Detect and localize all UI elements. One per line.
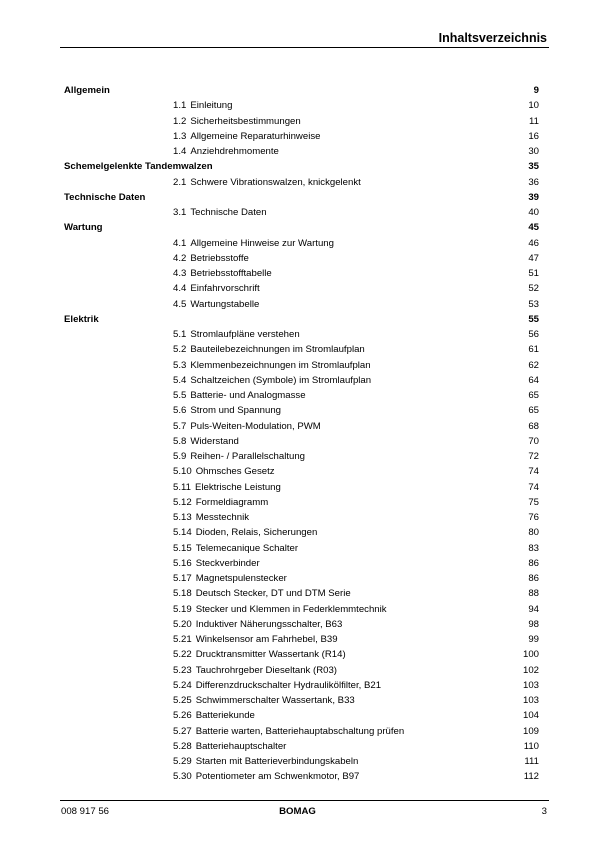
toc-entry-title: Schwere Vibrationswalzen, knickgelenkt: [190, 176, 361, 188]
toc-entry[interactable]: [64, 144, 539, 159]
toc-entry-title: Elektrische Leistung: [194, 481, 281, 493]
toc-page-number: 64: [528, 374, 539, 386]
toc-entry-number: 5.7: [173, 420, 187, 432]
toc-entry[interactable]: [64, 617, 539, 632]
toc-entry-label: [173, 647, 346, 662]
toc-entry-title: Batterie warten, Batteriehauptabschaltung prüfen: [195, 725, 405, 737]
footer-doc-number: 008 917 56: [61, 806, 110, 817]
toc-page-number: 74: [528, 481, 539, 493]
toc-entry-number: 5.12: [173, 496, 192, 508]
toc-entry[interactable]: [64, 114, 539, 129]
toc-entry-number: 5.27: [173, 725, 192, 737]
toc-entry[interactable]: [64, 449, 539, 464]
toc-entry-number: 1.4: [173, 146, 187, 157]
toc-entry-label: [173, 434, 239, 449]
toc-page-number: 39: [528, 191, 539, 203]
toc-page-number: 36: [528, 176, 539, 188]
toc-page-number: 65: [528, 405, 539, 417]
toc-entry[interactable]: [64, 769, 539, 784]
toc-entry-number: 1.1: [173, 100, 187, 112]
toc-entry-title: Deutsch Stecker, DT und DTM Serie: [195, 588, 351, 600]
toc-entry[interactable]: [64, 388, 539, 403]
toc-entry[interactable]: [64, 403, 539, 418]
toc-entry[interactable]: [64, 358, 539, 373]
toc-entry[interactable]: [64, 708, 539, 723]
toc-entry-title: Schaltzeichen (Symbole) im Stromlaufplan: [190, 374, 372, 386]
toc-entry-label: [173, 708, 255, 723]
toc-entry[interactable]: [64, 602, 539, 617]
toc-page-number: 111: [524, 756, 539, 767]
toc-entry-label: [173, 617, 342, 632]
toc-entry[interactable]: [64, 647, 539, 662]
toc-page-number: 103: [522, 679, 539, 691]
toc-entry[interactable]: [64, 739, 539, 754]
toc-entry-number: 5.9: [173, 451, 187, 462]
table-of-contents: [64, 83, 539, 785]
toc-entry[interactable]: [64, 586, 539, 601]
toc-entry-title: Batteriekunde: [195, 710, 255, 722]
toc-page-number: 102: [522, 664, 539, 676]
toc-entry-number: 4.1: [173, 237, 187, 249]
toc-entry-label: [173, 114, 301, 129]
toc-entry[interactable]: [64, 724, 539, 739]
toc-entry[interactable]: [64, 297, 539, 312]
toc-entry-label: [173, 678, 381, 693]
toc-entry-label: [173, 236, 334, 251]
toc-entry-label: [173, 419, 321, 434]
toc-entry-title: Bauteilebezeichnungen im Stromlaufplan: [190, 344, 365, 356]
toc-entry-label: [173, 358, 371, 373]
toc-entry-label: [173, 510, 249, 525]
toc-entry-number: 5.15: [173, 542, 192, 554]
toc-entry-number: 4.4: [173, 283, 187, 295]
toc-page-number: 100: [522, 649, 539, 661]
toc-entry-title: Einfahrvorschrift: [190, 283, 260, 295]
toc-entry-label: [173, 602, 387, 617]
toc-entry-label: [173, 556, 260, 571]
toc-entry-title: Klemmenbezeichnungen im Stromlaufplan: [190, 359, 371, 371]
toc-entry-number: 5.17: [173, 573, 192, 584]
toc-entry-number: 5.3: [173, 359, 187, 371]
toc-entry-number: 1.3: [173, 130, 187, 142]
toc-entry-label: [173, 98, 232, 113]
toc-entry-number: 5.21: [173, 634, 192, 645]
toc-page-number: 47: [528, 252, 539, 264]
toc-entry-number: 5.28: [173, 740, 192, 752]
toc-entry-number: 4.3: [173, 268, 187, 279]
toc-entry-title: Puls-Weiten-Modulation, PWM: [190, 420, 321, 432]
toc-entry-label: [173, 525, 317, 540]
toc-entry[interactable]: [64, 693, 539, 708]
toc-page-number: 53: [528, 298, 539, 310]
toc-entry-label: [173, 586, 351, 601]
toc-page-number: 68: [528, 420, 539, 432]
toc-page-number: 51: [528, 268, 539, 279]
toc-page-number: 80: [528, 527, 539, 539]
toc-entry-number: 5.16: [173, 557, 192, 569]
toc-entry-title: Wartungstabelle: [190, 298, 260, 310]
toc-entry-title: Stecker und Klemmen in Federklemmtechnik: [195, 603, 387, 615]
toc-entry-number: 5.18: [173, 588, 192, 600]
toc-entry-number: 5.8: [173, 435, 187, 447]
toc-chapter-title: Schemelgelenkte Tandemwalzen: [64, 161, 213, 173]
footer-rule: [60, 800, 549, 801]
toc-entry-title: Einleitung: [190, 100, 233, 112]
toc-page-number: 61: [528, 344, 539, 356]
toc-page-number: 16: [528, 130, 539, 142]
toc-page-number: 9: [533, 85, 539, 96]
toc-entry-title: Steckverbinder: [195, 557, 260, 569]
toc-entry-title: Betriebsstoffe: [190, 252, 249, 264]
toc-entry[interactable]: [64, 281, 539, 296]
toc-page-number: 112: [523, 771, 539, 783]
toc-entry[interactable]: [64, 205, 539, 220]
toc-entry-title: Allgemeine Hinweise zur Wartung: [190, 237, 334, 249]
toc-page-number: 99: [528, 634, 539, 645]
toc-entry-label: [173, 495, 268, 510]
toc-page-number: 74: [528, 466, 539, 478]
toc-entry[interactable]: [64, 510, 539, 525]
toc-entry-title: Induktiver Näherungsschalter, B63: [195, 618, 343, 630]
toc-entry-number: 5.14: [173, 527, 192, 539]
toc-entry[interactable]: [64, 175, 539, 190]
toc-entry-number: 5.25: [173, 695, 192, 706]
toc-entry-label: [173, 297, 259, 312]
toc-page-number: 76: [528, 512, 539, 523]
toc-entry-label: [173, 632, 338, 647]
toc-entry-number: 5.24: [173, 679, 192, 691]
toc-entry-label: [173, 663, 337, 678]
toc-entry-label: [173, 769, 359, 784]
toc-entry-title: Starten mit Batterieverbindungskabeln: [195, 756, 359, 767]
toc-entry-number: 5.4: [173, 374, 187, 386]
toc-page-number: 52: [528, 283, 539, 295]
toc-entry-label: [173, 327, 300, 342]
toc-entry-number: 5.6: [173, 405, 187, 417]
toc-entry-title: Dioden, Relais, Sicherungen: [195, 527, 318, 539]
toc-chapter-title: Allgemein: [64, 85, 110, 96]
footer-brand: BOMAG: [279, 806, 316, 817]
toc-entry-label: [173, 480, 281, 495]
toc-entry-title: Potentiometer am Schwenkmotor, B97: [195, 771, 360, 783]
toc-entry[interactable]: [64, 678, 539, 693]
toc-entry-label: [173, 373, 371, 388]
toc-page-number: 46: [528, 237, 539, 249]
toc-entry-title: Formeldiagramm: [195, 496, 269, 508]
toc-page-number: 40: [528, 207, 539, 218]
toc-entry-label: [173, 571, 287, 586]
toc-page-number: 83: [528, 542, 539, 554]
toc-entry-title: Magnetspulenstecker: [195, 573, 287, 584]
toc-entry-title: Batteriehauptschalter: [195, 740, 287, 752]
toc-entry-label: [173, 388, 306, 403]
toc-entry-title: Ohmsches Gesetz: [195, 466, 275, 478]
toc-entry-number: 5.23: [173, 664, 192, 676]
toc-entry[interactable]: [64, 327, 539, 342]
toc-entry-number: 5.11: [173, 481, 191, 493]
toc-chapter-title: Wartung: [64, 222, 103, 234]
toc-entry-number: 5.5: [173, 390, 187, 401]
toc-entry-number: 5.2: [173, 344, 187, 356]
footer-page-number: 3: [541, 806, 547, 817]
toc-entry-title: Drucktransmitter Wassertank (R14): [195, 649, 346, 661]
toc-entry[interactable]: [64, 373, 539, 388]
toc-entry-title: Strom und Spannung: [190, 405, 282, 417]
toc-entry[interactable]: [64, 342, 539, 357]
toc-entry[interactable]: [64, 419, 539, 434]
toc-entry-title: Reihen- / Parallelschaltung: [190, 451, 306, 462]
toc-entry-number: 5.10: [173, 466, 192, 478]
toc-page-number: 86: [528, 557, 539, 569]
toc-entry-label: [173, 251, 249, 266]
toc-entry-title: Tauchrohrgeber Dieseltank (R03): [195, 664, 337, 676]
toc-page-number: 94: [528, 603, 539, 615]
toc-entry-number: 5.19: [173, 603, 192, 615]
toc-entry[interactable]: [64, 632, 539, 647]
toc-page-number: 110: [523, 740, 539, 752]
toc-page-number: 11: [529, 115, 539, 127]
toc-page-number: 98: [528, 618, 539, 630]
toc-page-number: 72: [528, 451, 539, 462]
toc-entry-label: [173, 281, 260, 296]
toc-entry[interactable]: [64, 754, 539, 769]
toc-page-number: 10: [528, 100, 539, 112]
toc-entry-number: 4.5: [173, 298, 187, 310]
toc-page-number: 103: [522, 695, 539, 706]
toc-entry-label: [173, 144, 279, 159]
toc-entry[interactable]: [64, 266, 539, 281]
toc-entry[interactable]: [64, 556, 539, 571]
toc-entry[interactable]: [64, 251, 539, 266]
toc-chapter[interactable]: [64, 220, 539, 235]
toc-entry-number: 3.1: [173, 207, 187, 218]
toc-entry-label: [173, 129, 320, 144]
toc-entry-title: Messtechnik: [195, 512, 250, 523]
toc-entry-title: Differenzdruckschalter Hydraulikölfilter, B21: [195, 679, 382, 691]
toc-entry-label: [173, 739, 286, 754]
toc-entry-title: Allgemeine Reparaturhinweise: [190, 130, 321, 142]
toc-entry-label: [173, 693, 355, 708]
toc-entry-number: 4.2: [173, 252, 187, 264]
toc-entry-title: Telemecanique Schalter: [195, 542, 299, 554]
toc-entry[interactable]: [64, 434, 539, 449]
toc-entry[interactable]: [64, 571, 539, 586]
toc-entry-label: [173, 464, 275, 479]
toc-page-number: 30: [528, 146, 539, 157]
toc-entry-label: [173, 175, 361, 190]
toc-page-number: 70: [528, 435, 539, 447]
toc-entry-title: Sicherheitsbestimmungen: [190, 115, 301, 127]
toc-entry[interactable]: [64, 663, 539, 678]
toc-chapter-title: Technische Daten: [64, 191, 146, 203]
toc-entry-number: 5.22: [173, 649, 192, 661]
toc-entry-title: Anziehdrehmomente: [190, 146, 279, 157]
toc-entry[interactable]: [64, 541, 539, 556]
toc-entry[interactable]: [64, 525, 539, 540]
toc-page-number: 56: [528, 329, 539, 340]
toc-entry-title: Widerstand: [190, 435, 239, 447]
toc-entry-number: 2.1: [173, 176, 187, 188]
toc-entry-label: [173, 724, 404, 739]
toc-page-number: 45: [528, 222, 539, 234]
toc-page-number: 88: [528, 588, 539, 600]
toc-entry-title: Stromlaufpläne verstehen: [190, 329, 300, 340]
toc-chapter[interactable]: [64, 312, 539, 327]
toc-entry-label: [173, 266, 272, 281]
toc-entry[interactable]: [64, 464, 539, 479]
toc-entry[interactable]: [64, 129, 539, 144]
toc-page-number: 104: [522, 710, 539, 722]
header-rule: [60, 47, 549, 48]
toc-chapter[interactable]: [64, 190, 539, 205]
toc-entry-label: [173, 403, 281, 418]
toc-entry[interactable]: [64, 98, 539, 113]
toc-entry-title: Winkelsensor am Fahrhebel, B39: [195, 634, 338, 645]
toc-entry-number: 5.29: [173, 756, 192, 767]
toc-page-number: 109: [522, 725, 539, 737]
toc-entry-title: Batterie- und Analogmasse: [190, 390, 306, 401]
toc-page-number: 62: [528, 359, 539, 371]
toc-page-number: 65: [528, 390, 539, 401]
toc-entry[interactable]: [64, 480, 539, 495]
toc-entry-number: 5.13: [173, 512, 192, 523]
toc-entry-number: 1.2: [173, 115, 187, 127]
toc-page-number: 55: [528, 313, 539, 325]
toc-chapter[interactable]: [64, 83, 539, 98]
toc-page-number: 75: [528, 496, 539, 508]
toc-page-number: 35: [528, 161, 539, 173]
toc-entry-title: Betriebsstofftabelle: [190, 268, 272, 279]
toc-entry-title: Schwimmerschalter Wassertank, B33: [195, 695, 355, 706]
toc-entry-number: 5.20: [173, 618, 192, 630]
toc-entry[interactable]: [64, 236, 539, 251]
toc-entry-number: 5.30: [173, 771, 192, 783]
toc-entry-title: Technische Daten: [190, 207, 267, 218]
toc-chapter[interactable]: [64, 159, 539, 174]
toc-entry-label: [173, 449, 305, 464]
toc-entry-label: [173, 342, 365, 357]
toc-entry-number: 5.1: [173, 329, 187, 340]
toc-entry-label: [173, 205, 267, 220]
toc-entry-label: [173, 754, 358, 769]
toc-entry-number: 5.26: [173, 710, 192, 722]
toc-entry[interactable]: [64, 495, 539, 510]
toc-page-number: 86: [528, 573, 539, 584]
toc-chapter-title: Elektrik: [64, 313, 99, 325]
toc-entry-label: [173, 541, 298, 556]
page-header-title: Inhaltsverzeichnis: [438, 31, 547, 45]
